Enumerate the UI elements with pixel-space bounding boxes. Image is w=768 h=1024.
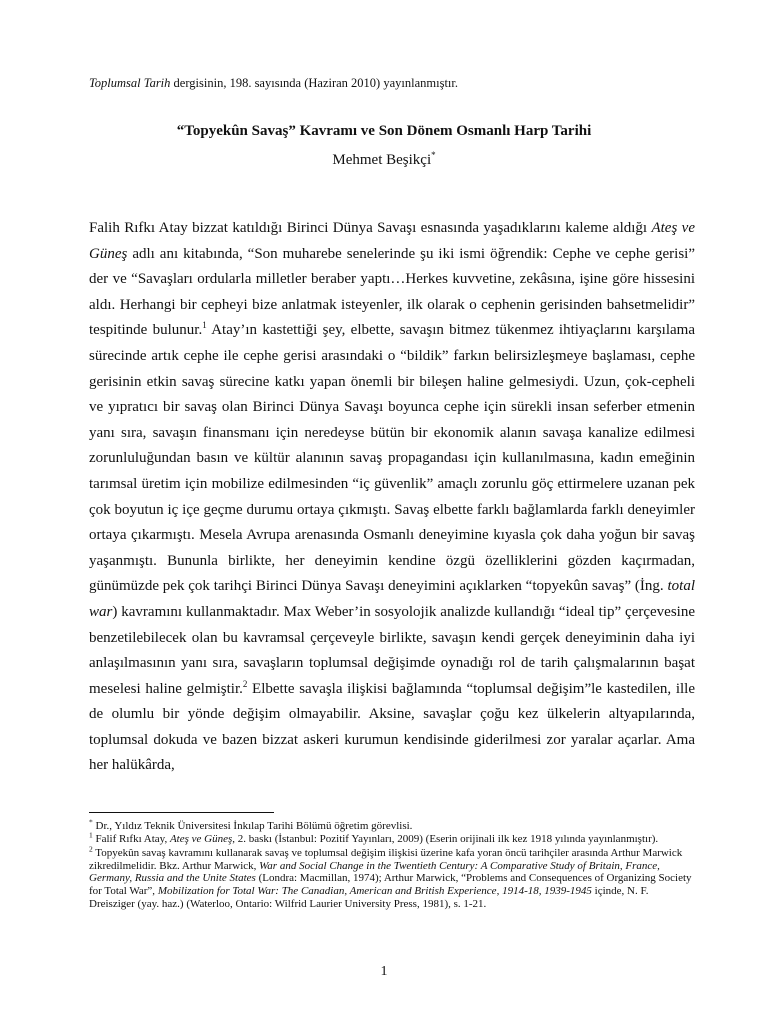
journal-name: Toplumsal Tarih <box>89 76 171 90</box>
footnote-text: (Londra: Macmillan, 1974); Arthur Marwick, “Problems and Consequences of Organizing Society for Total War”, <box>89 872 692 897</box>
author-name: Mehmet Beşikçi <box>332 152 432 168</box>
author-footnote-marker: * <box>431 150 436 160</box>
body-sentence: Atay’ın kastettiği şey, elbette, savaşın bitmez tükenmez ihtiyaçlarını karşılama sürecinde artık cephe ile cephe gerisi arasındaki o “bildik” farkın belirsizleşmeye başlaması, cephe gerisinin etkin savaş sürecine katkı yapan önemli bir bileşen haline gelmesiydi. Uzun, çok-cepheli ve yıpratıcı bir savaş olan Birinci Dünya Savaşı boyunca cephe için sürekli insan seferber etmenin yanı sıra, savaşın finansmanı için neredeyse bütün bir ekonomik alanın savaşa kanalize edilmesi zorunluluğundan basın ve kültür alanının savaş propagandası için kullanılmasına, kadın emeğinin tarımsal üretim için mobilize edilmesinden “iç güvenlik” amaçlı zorunlu göç ettirmelere uzanan pek çok boyutun iç içe geçme durumu ortaya çıkmıştı. Savaş elbette farklı bağlamlarda farklı deneyimler ortaya çıkarmıştı. Mesela Avrupa arenasında Osmanlı deneyimine kıyasla çok daha yoğun bir savaş yaşanmıştı. Bununla birlikte, her deneyimin kendine özgü özelliklerini gözden kaçırmadan, günümüzde pek çok tarihçi Birinci Dünya Savaşı deneyimini açıklarken “topyekûn savaş” (İng. <box>89 322 695 595</box>
footnote-ref-1[interactable]: 1 <box>202 320 207 331</box>
body-sentence: ) kavramını kullanmaktadır. Max Weber’in sosyolojik analizde kullandığı “ideal tip” çerçevesine benzetilebilecek olan bu kavramsal çerçeveyle birlikte, savaşın kendi gerçek deneyiminin daha iyi anlaşılmasının yanı sıra, savaşların toplumsal değişimde oynadığı rol de tarih çalışmalarının başat meselesi haline gelmiştir. <box>89 603 695 697</box>
body-sentence: Elbette savaşla ilişkisi bağlamında “toplumsal değişim”le kastedilen, ille de olumlu bir yönde değişim olmayabilir. Aksine, savaşlar çoğu kez ülkelerin altyapılarında, toplumsal dokuda ve bazen bizzat askeri kurumun kendisinde giderilmesi zor yaralar açarlar. Ama her halükârda, <box>89 680 696 774</box>
footnotes <box>89 817 697 910</box>
footnote-italic: War and Social Change in the Twentieth Century: A Comparative Study of Britain, France, Germany, Russia and the Unite States <box>89 859 660 885</box>
footnote-italic: Mobilization for Total War: The Canadian, American and British Experience, 1914-18, 1939-1945 <box>157 884 592 897</box>
publication-note-text: dergisinin, 198. sayısında (Haziran 2010) yayınlanmıştır. <box>170 76 458 90</box>
book-title-italic: Ateş ve Güneş <box>89 220 695 262</box>
footnote-text: Topyekûn savaş kavramını kullanarak savaş ve toplumsal değişim ilişkisi üzerine kafa yoran öncü tarihçiler arasında Arthur Marwick zikredilmelidir. Bkz. Arthur Marwick, <box>89 847 683 872</box>
body-sentence: adlı anı kitabında, “Son muharebe senelerinde şu iki ismi öğrendik: Cephe ve cephe gerisi” der ve “Savaşları ordularla milletler beraber yaptı…Herkes kuvvetine, zekâsına, işine göre hissesini aldı. Herhangi bir cepheyi bize anlatmak isteyenler, ilk olarak o cephenin gerisinden bahsetmelidir” tespitinde bulunur. <box>89 245 695 339</box>
footnote-marker: 2 <box>89 844 93 854</box>
footnote-ref-2[interactable]: 2 <box>242 678 248 689</box>
author-line <box>0 145 768 170</box>
footnote-marker: 1 <box>89 829 93 839</box>
article-title: “Topyekûn Savaş” Kavramı ve Son Dönem Osmanlı Harp Tarihi <box>176 123 592 139</box>
footnote-2 <box>89 844 697 910</box>
footnote-marker: * <box>89 817 93 827</box>
body-sentence: Falih Rıfkı Atay bizzat katıldığı Birinci Dünya Savaşı esnasında yaşadıklarını kaleme aldığı <box>89 220 652 236</box>
page-number: 1 <box>380 964 388 979</box>
footnote-text: , 2. baskı (İstanbul: Pozitif Yayınları, 2009) (Eserin orijinali ilk kez 1918 yılında yayınlanmıştır). <box>232 832 659 845</box>
english-term-italic: total war <box>89 578 695 620</box>
footnote-italic: Ateş ve Güneş <box>169 832 233 845</box>
footnote-text: içinde, N. F. Dreisziger (yay. haz.) (Waterloo, Ontario: Wilfrid Laurier University Press, 1981), s. 1-21. <box>89 884 649 910</box>
footnote-1 <box>89 829 697 846</box>
footnote-divider <box>89 812 274 813</box>
body-paragraph <box>89 216 695 779</box>
footnote-star <box>89 817 697 833</box>
footnote-text: Falif Rıfkı Atay, <box>92 832 170 845</box>
footnote-text: Dr., Yıldız Teknik Üniversitesi İnkılap Tarihi Bölümü öğretim görevlisi. <box>92 820 413 832</box>
body-text <box>89 216 695 779</box>
publication-note <box>89 74 458 92</box>
